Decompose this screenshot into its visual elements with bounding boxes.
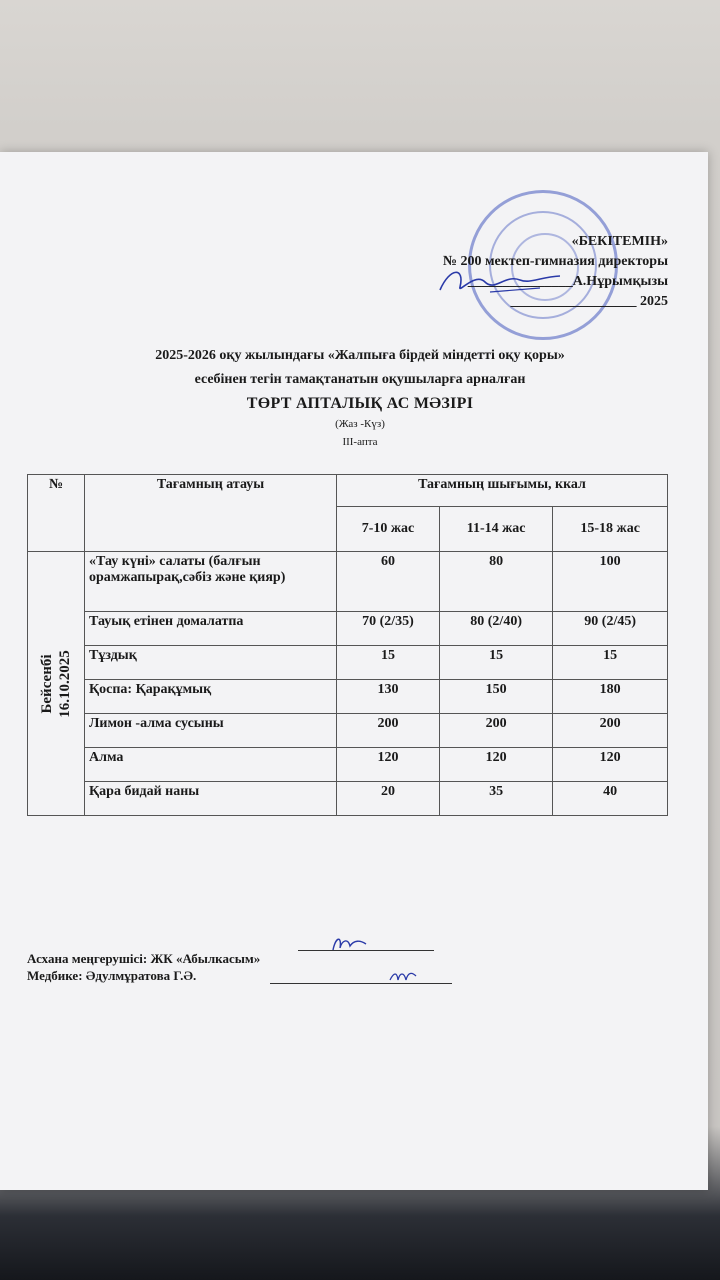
table-row (28, 646, 668, 680)
kcal-value: 100 (553, 552, 668, 612)
approval-block (443, 232, 668, 312)
table-row (28, 782, 668, 816)
dish-name: Қоспа: Қарақұмық (85, 680, 337, 714)
dish-name: Қара бидай наны (85, 782, 337, 816)
kcal-value: 150 (439, 680, 552, 714)
kcal-value: 200 (439, 714, 552, 748)
day-cell (28, 552, 85, 816)
dish-name: Лимон -алма сусыны (85, 714, 337, 748)
age-group-header: 15-18 жас (553, 507, 668, 552)
col-kcal-header: Тағамның шығымы, ккал (337, 475, 668, 507)
col-name-header: Тағамның атауы (85, 475, 337, 552)
kcal-value: 90 (2/45) (553, 612, 668, 646)
day-date: 16.10.2025 (57, 649, 73, 718)
kcal-value: 35 (439, 782, 552, 816)
kcal-value: 60 (337, 552, 440, 612)
kcal-value: 15 (553, 646, 668, 680)
kcal-value: 200 (553, 714, 668, 748)
kcal-value: 180 (553, 680, 668, 714)
season-label: (Жаз -Күз) (335, 418, 385, 430)
col-number-header: № (28, 475, 85, 552)
approval-date-line: __________________ 2025 (510, 294, 668, 309)
table-row (28, 680, 668, 714)
kcal-value: 15 (439, 646, 552, 680)
kcal-value: 70 (2/35) (337, 612, 440, 646)
nurse-signature (388, 966, 418, 986)
approval-title: «БЕКІТЕМІН» (571, 234, 668, 249)
dish-name: Алма (85, 748, 337, 782)
dish-name: Тұздық (85, 646, 337, 680)
kcal-value: 80 (439, 552, 552, 612)
age-group-header: 11-14 жас (439, 507, 552, 552)
signature-line (270, 983, 452, 984)
kcal-value: 40 (553, 782, 668, 816)
kcal-value: 80 (2/40) (439, 612, 552, 646)
canteen-manager-label: Асхана меңгерушісі: ЖК «Абылкасым» (27, 951, 261, 966)
kcal-value: 120 (337, 748, 440, 782)
table-row (28, 748, 668, 782)
dish-name: «Тау күні» салаты (балғын орамжапырақ,сәбіз және қияр) (85, 552, 337, 612)
kcal-value: 120 (553, 748, 668, 782)
age-group-header: 7-10 жас (337, 507, 440, 552)
dish-name: Тауық етінен домалатпа (85, 612, 337, 646)
table-header-row (28, 475, 668, 507)
kcal-value: 120 (439, 748, 552, 782)
kcal-value: 20 (337, 782, 440, 816)
table-row (28, 552, 668, 612)
table-row (28, 714, 668, 748)
week-label: III-апта (342, 436, 378, 448)
table-row (28, 612, 668, 646)
menu-table (27, 474, 668, 816)
approval-name: А.Нұрымқызы (572, 274, 668, 289)
kcal-value: 15 (337, 646, 440, 680)
kcal-value: 130 (337, 680, 440, 714)
day-label (38, 650, 74, 718)
day-name: Бейсенбі (39, 653, 55, 714)
approval-name-line: _______________А.Нұрымқызы (467, 274, 668, 289)
approval-year: 2025 (640, 294, 668, 309)
canteen-signature (330, 932, 370, 956)
approval-position: № 200 мектеп-гимназия директоры (442, 254, 668, 269)
menu-title: ТӨРТ АПТАЛЫҚ АС МӘЗІРІ (246, 395, 474, 412)
kcal-value: 200 (337, 714, 440, 748)
header-line-1: 2025-2026 оқу жылындағы «Жалпыға бірдей міндетті оқу қоры» (155, 348, 565, 363)
header-line-2: есебінен тегін тамақтанатын оқушыларға арналған (194, 372, 526, 387)
nurse-label: Медбике: Әдулмұратова Г.Ә. (27, 968, 197, 983)
